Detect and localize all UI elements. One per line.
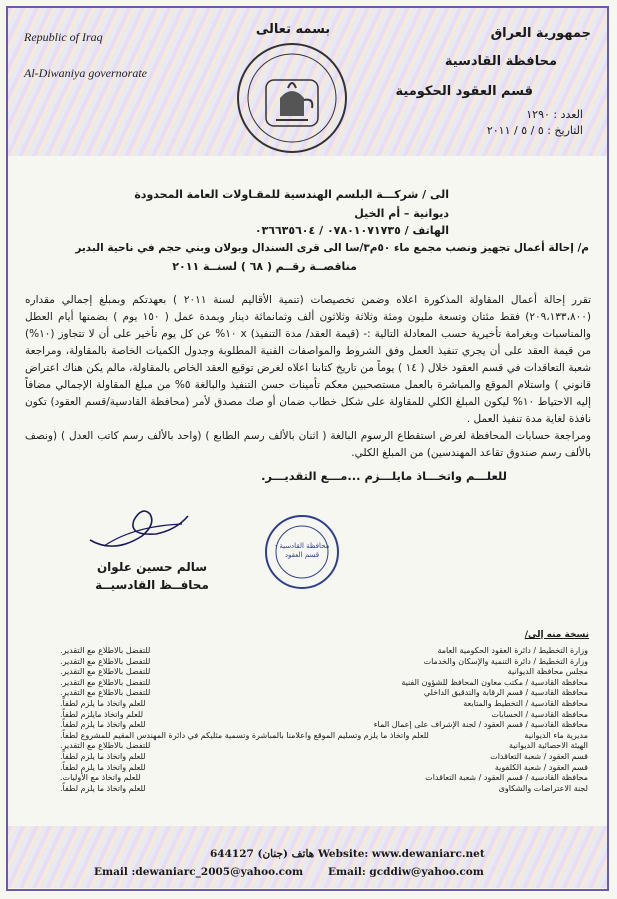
cc-note: للتفضل بالاطلاع مع التقدير. bbox=[60, 688, 151, 698]
cc-list-item bbox=[60, 784, 588, 795]
cc-note: للتفضل بالاطلاع مع التقدير. bbox=[60, 656, 151, 666]
cc-note: للعلم واتخاذ ما يلزم وتسليم الموقع واعلامنا بالمباشرة وتسمية مثليكم في دائرة المهندس المقيم للمشروع لطفاً. bbox=[60, 730, 429, 740]
cc-list-item bbox=[60, 720, 588, 731]
governorate-emblem bbox=[232, 38, 352, 158]
cc-list-item bbox=[60, 741, 588, 752]
tender-number: مناقصــة رقــم ( ٦٨ ) لسنــة ٢٠١١ bbox=[172, 260, 357, 273]
body-paragraph-1: تقرر إحالة أعمال المقاولة المذكورة اعلاه وضمن تخصيصات (تنمية الأقاليم لسنة ٢٠١١ ) بعهدتكم وبمبلغ إجمالي مقداره (٢٠٩،١٣٣،٨٠٠) فقط مئتان وتسعة مليون ومئة وثلاثة وثلاثون ألف وثمانمائة دينار وبمدة عمل ( ١٥٠ يوم ) بضمنها أيام العطل والمناسبات وبغرامة تأخيرية حسب المعادلة التالية :- (قيمة العقد/ مدة التنفيذ) x ١٠% عن كل يوم تأخير على أن لا تتجاوز (١٠%) من قيمة العقد على أن يجري تنفيذ العمل وفق الشروط والمواصفات الفنية المطلوبة وجدول الكميات الخاصة بالمقاولة، ومراجعة شعبة التعاقدات في قسم العقود خلال ( ١٤ ) يوماً من تاريخ كتابنا اعلاه لغرض توقيع العقد الخاص بالمقاولة، مالم يكن هناك اعتراض قانوني ) واستلام الموقع والمباشرة بالعمل مستصحبين معكم تأمينات حسن التنفيذ والبالغة ٥% من مبلغ المقاولة الإجمالي مضافاً إليه الاحتياط ١٠% ليكون المبلغ الكلي للمقاولة على شكل خطاب ضمان أو صك مصدق لأمر (محافظة القادسية/قسم العقود) تكون نافذة لغاية مدة تنفيذ العمل . bbox=[25, 294, 592, 425]
cc-recipient: لجنة الاعتراضات والشكاوى bbox=[498, 783, 588, 793]
footer-website: Website: www.dewaniarc.net bbox=[318, 848, 485, 860]
cc-recipient: مديرية ماء الديوانية bbox=[524, 730, 588, 740]
signatory-title: محافــظ القادسيــة bbox=[95, 578, 209, 592]
cc-note: للعلم واتخاذ ما يلزم لطفاً. bbox=[60, 783, 146, 793]
cc-note: للعلم واتخاذ ما يلزم لطفاً. bbox=[60, 698, 146, 708]
subject-line: م/ إحالة أعمال تجهيز ونصب مجمع ماء ٥٠م٣/سا الى قرى السندال وبولان وبني حجم في ناحية البدير bbox=[75, 242, 589, 254]
cc-list-item bbox=[60, 731, 588, 742]
cc-note: للتفضل بالاطلاع مع التقدير. bbox=[60, 677, 151, 687]
header-en-governorate: Al-Diwaniya governorate bbox=[24, 66, 147, 80]
basmala: بسمه تعالى bbox=[255, 22, 331, 37]
cc-recipient: محافظة القادسية / مكتب معاون المحافظ للشؤون الفنية bbox=[401, 677, 588, 687]
addressee-location: ديوانية – أم الخيل bbox=[354, 207, 449, 220]
addressee-company: الى / شركـــة البلسم الهندسية للمقـاولات العامة المحدودة bbox=[134, 188, 449, 201]
header-ar-governorate: محافظة القادسية bbox=[444, 54, 557, 69]
body-paragraph-2: ومراجعة حسابات المحافظة لغرض استقطاع الرسوم البالغة ( اثنان بالألف رسم الطابع ) (واحد بالألف رسم كاتب العدل ) (ونصف بالألف رسم صندوق تقاعد المهندسين) من المبلغ الكلي. bbox=[25, 430, 591, 459]
cc-recipient: محافظة القادسية / قسم العقود / شعبة التعاقدات bbox=[425, 773, 588, 783]
cc-list-item bbox=[60, 678, 588, 689]
cc-list bbox=[60, 646, 588, 794]
cc-note: للعلم واتخاذ مع الأوليات. bbox=[60, 773, 141, 783]
cc-recipient: الهيئة الاحصائية الديوانية bbox=[509, 741, 588, 751]
signatory-name: سالم حسين علوان bbox=[96, 560, 208, 574]
cc-note: للعلم واتخاذ ما يلزم لطفاً. bbox=[60, 720, 146, 730]
closing-line: للعلـــم واتخـــاذ مايلـــزم ...مـــع التقديـــر. bbox=[261, 469, 507, 483]
header-ar-republic: جمهورية العراق bbox=[490, 26, 591, 41]
addressee-phone: الهاتف / ٠٧٨٠١٠٧١٧٣٥ / ٠٣٦٦٣٥٦٠٤ bbox=[254, 224, 449, 237]
cc-recipient: مجلس محافظة الديوانية bbox=[507, 667, 588, 677]
cc-recipient: محافظة القادسية / قسم الرقابة والتدقيق الداخلي bbox=[423, 688, 588, 698]
document-date: التاريخ : ٥ / ٥ / ٢٠١١ bbox=[486, 124, 583, 137]
cc-recipient: محافظة القادسية / قسم العقود / لجنة الإشراف على إعمال الماء bbox=[373, 720, 588, 730]
footer-phone: 644127 هاتف (جنان) bbox=[210, 848, 315, 860]
footer-email-2: Email: gcddiw@yahoo.com bbox=[328, 866, 484, 878]
cc-list-item bbox=[60, 773, 588, 784]
document-number: العدد : ١٢٩٠ bbox=[526, 108, 583, 121]
cc-list-item bbox=[60, 699, 588, 710]
cc-list-item bbox=[60, 752, 588, 763]
cc-list-item bbox=[60, 710, 588, 721]
cc-list-item bbox=[60, 667, 588, 678]
cc-note: للتفضل بالاطلاع مع التقدير. bbox=[60, 646, 151, 655]
header-en-republic: Republic of Iraq bbox=[24, 30, 103, 44]
cc-list-item bbox=[60, 763, 588, 774]
cc-note: للعلم واتخاذ ما يلزم لطفاً. bbox=[60, 762, 146, 772]
cc-recipient: قسم العقود / شعبة الكلفوية bbox=[494, 762, 588, 772]
cc-recipient: وزارة التخطيط / دائرة التنمية والإسكان والخدمات bbox=[423, 656, 588, 666]
cc-heading: نسخة منه إلى/ bbox=[524, 630, 589, 640]
handwritten-signature bbox=[84, 496, 194, 556]
official-stamp bbox=[262, 512, 342, 592]
stamp-text: محافظة القادسية - قسم العقود bbox=[274, 542, 330, 559]
cc-recipient: محافظة القادسية / الحسابات bbox=[491, 709, 588, 719]
cc-list-item bbox=[60, 657, 588, 668]
cc-recipient: قسم العقود / شعبة التعاقدات bbox=[490, 751, 588, 761]
header-ar-department: قسم العقود الحكومية bbox=[395, 84, 533, 99]
cc-note: للتفضل بالاطلاع مع التقدير. bbox=[60, 741, 151, 751]
cc-recipient: وزارة التخطيط / دائرة العقود الحكومية العامة bbox=[437, 646, 588, 655]
cc-recipient: محافظة القادسية / التخطيط والمتابعة bbox=[463, 698, 588, 708]
cc-list-item bbox=[60, 646, 588, 657]
footer-email-1: Email :dewaniarc_2005@yahoo.com bbox=[94, 866, 304, 878]
cc-list-item bbox=[60, 688, 588, 699]
cc-note: للتفضل بالاطلاع مع التقدير. bbox=[60, 667, 151, 677]
cc-note: للعلم واتخاذ ما يلزم لطفاً. bbox=[60, 751, 146, 761]
cc-note: للعلم واتخاذ مايلزم لطفاً. bbox=[60, 709, 144, 719]
